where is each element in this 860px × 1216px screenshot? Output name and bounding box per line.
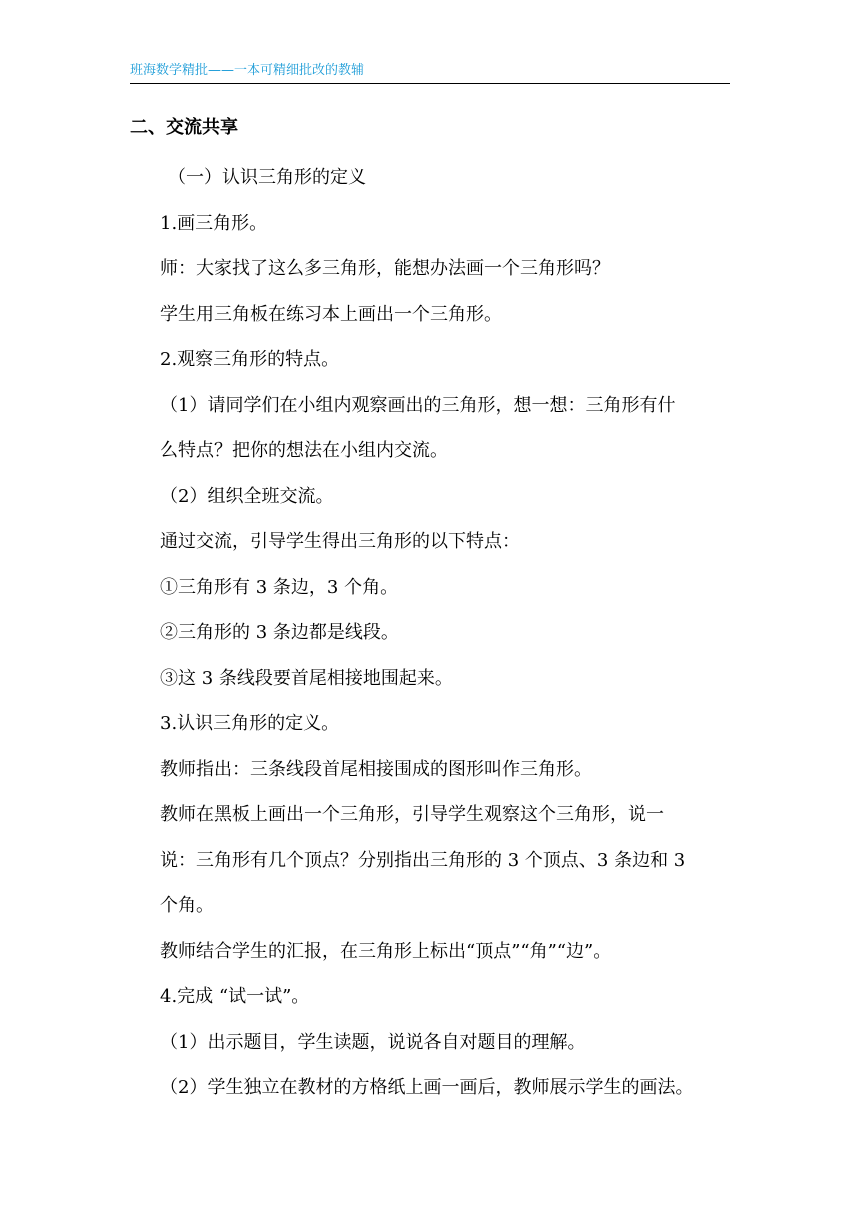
list-item: ②三角形的 3 条边都是线段。 [160, 622, 399, 643]
paragraph: 教师指出：三条线段首尾相接围成的图形叫作三角形。 [160, 758, 592, 780]
list-item: ①三角形有 3 条边，3 个角。 [160, 576, 399, 598]
list-item: ③这 3 条线段要首尾相接地围起来。 [160, 667, 453, 689]
header-divider [130, 83, 730, 84]
paragraph: 教师结合学生的汇报，在三角形上标出“顶点”“角”“边”。 [160, 940, 612, 962]
paragraph: 1.画三角形。 [160, 212, 268, 234]
paragraph: （1）请同学们在小组内观察画出的三角形，想一想：三角形有什 [160, 394, 676, 416]
paragraph: 么特点？把你的想法在小组内交流。 [160, 440, 448, 461]
body-text [160, 155, 734, 1111]
paragraph: 4.完成 “试一试”。 [160, 986, 310, 1007]
paragraph: 通过交流，引导学生得出三角形的以下特点： [160, 531, 520, 552]
paragraph: （2）组织全班交流。 [160, 485, 334, 507]
paragraph: 2.观察三角形的特点。 [160, 349, 340, 370]
paragraph: （2）学生独立在教材的方格纸上画一画后，教师展示学生的画法。 [160, 1077, 694, 1098]
section-heading: 二、交流共享 [130, 117, 238, 138]
paragraph: 个角。 [160, 895, 214, 916]
paragraph: （1）出示题目，学生读题，说说各自对题目的理解。 [160, 1031, 586, 1053]
subsection-heading: （一）认识三角形的定义 [168, 167, 366, 188]
paragraph: 教师在黑板上画出一个三角形，引导学生观察这个三角形，说一 [160, 804, 664, 825]
paragraph: 3.认识三角形的定义。 [160, 713, 340, 734]
paragraph: 学生用三角板在练习本上画出一个三角形。 [160, 303, 502, 325]
page-header: 班海数学精批——一本可精细批改的教辅 [130, 63, 365, 78]
paragraph: 说：三角形有几个顶点？分别指出三角形的 3 个顶点、3 条边和 3 [160, 849, 686, 871]
paragraph: 师：大家找了这么多三角形，能想办法画一个三角形吗？ [160, 258, 610, 279]
